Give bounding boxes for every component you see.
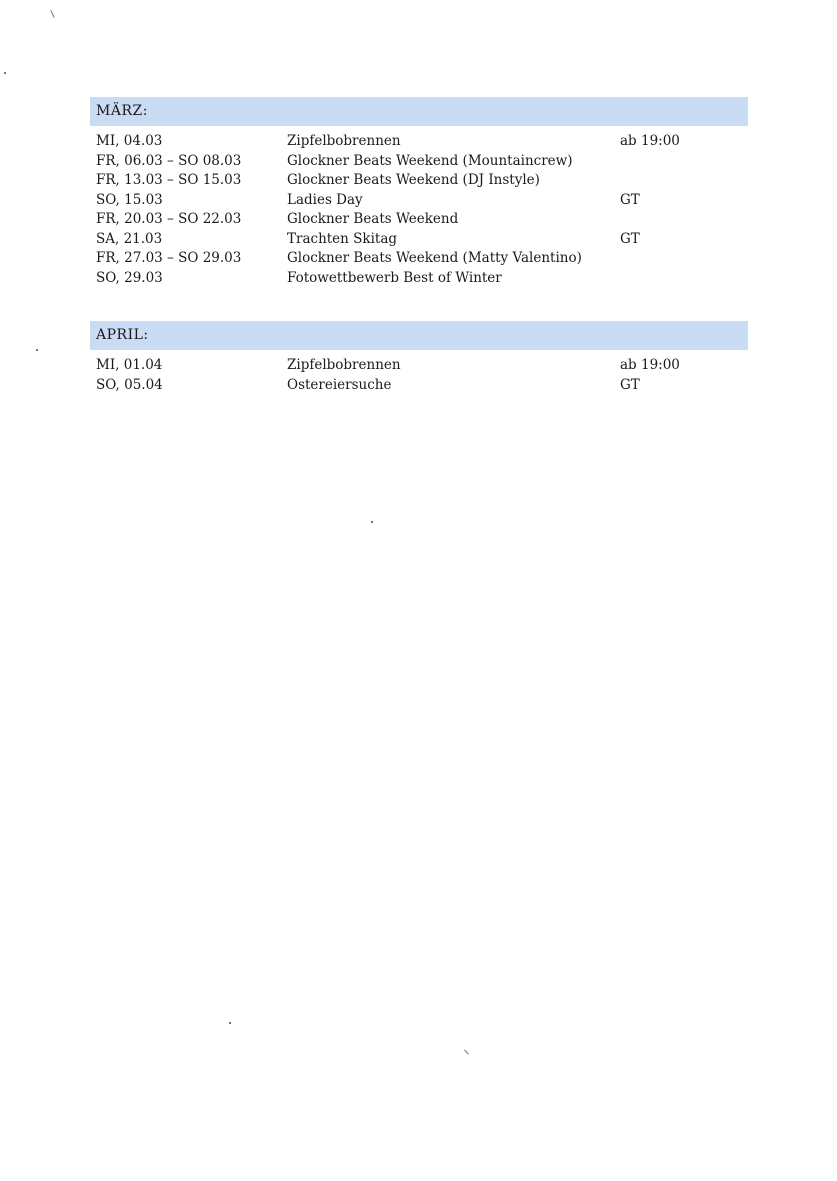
event-title: Ostereiersuche — [287, 376, 392, 393]
scan-speck — [4, 72, 6, 74]
event-date: SO, 29.03 — [96, 269, 163, 286]
scan-speck — [229, 1022, 231, 1024]
event-row — [90, 132, 748, 152]
event-date: FR, 06.03 – SO 08.03 — [96, 152, 242, 169]
event-title: Zipfelbobrennen — [287, 357, 401, 373]
event-date: FR, 27.03 – SO 29.03 — [96, 250, 242, 266]
event-row — [90, 230, 748, 250]
event-date: FR, 13.03 – SO 15.03 — [96, 172, 242, 188]
event-note: GT — [620, 376, 640, 393]
month-header-april: APRIL: — [90, 321, 748, 350]
scan-speck — [371, 521, 373, 523]
event-title: Glockner Beats Weekend (Matty Valentino) — [287, 250, 582, 266]
event-row — [90, 210, 748, 230]
event-title: Glockner Beats Weekend (Mountaincrew) — [287, 152, 573, 169]
event-title: Zipfelbobrennen — [287, 133, 401, 149]
event-note: GT — [620, 191, 640, 208]
event-date: FR, 20.03 – SO 22.03 — [96, 211, 242, 227]
event-note: GT — [620, 230, 640, 247]
event-date: SA, 21.03 — [96, 230, 163, 247]
event-row — [90, 152, 748, 172]
event-title: Glockner Beats Weekend — [287, 211, 459, 227]
month-header-march: MÄRZ: — [90, 97, 748, 126]
event-date: SO, 05.04 — [96, 376, 163, 393]
section-march — [90, 97, 748, 288]
event-row — [90, 171, 748, 191]
event-list-march — [90, 132, 748, 288]
event-row — [90, 356, 748, 376]
event-title: Glockner Beats Weekend (DJ Instyle) — [287, 172, 540, 188]
event-row — [90, 269, 748, 289]
event-date: MI, 04.03 — [96, 133, 163, 149]
event-row — [90, 249, 748, 269]
event-date: MI, 01.04 — [96, 357, 163, 373]
event-date: SO, 15.03 — [96, 191, 163, 208]
event-title: Trachten Skitag — [287, 230, 398, 247]
event-row — [90, 376, 748, 396]
section-april — [90, 321, 748, 395]
event-list-april — [90, 356, 748, 395]
event-title: Ladies Day — [287, 191, 363, 208]
scan-speck — [36, 349, 38, 351]
event-row — [90, 191, 748, 211]
event-note: ab 19:00 — [620, 357, 680, 373]
scan-speck — [50, 10, 54, 18]
event-note: ab 19:00 — [620, 133, 680, 149]
scan-speck — [464, 1050, 469, 1055]
event-title: Fotowettbewerb Best of Winter — [287, 269, 502, 286]
